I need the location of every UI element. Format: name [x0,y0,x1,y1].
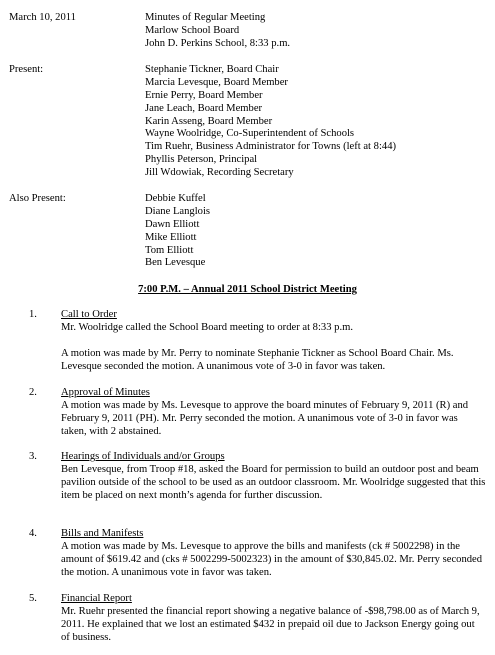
item-paragraph: A motion was made by Ms. Levesque to approve the board minutes of February 9, 2011 (R) and February 9, 2011 (PH). Mr. Perry seconded the motion. A unanimous vote of 3-0 in favor was taken, with 2 abstained. [61,400,469,437]
present-name: Stephanie Tickner, Board Chair [145,64,279,75]
item-number: 5. [29,593,37,604]
meeting-heading: 7:00 P.M. – Annual 2011 School District Meeting [138,284,357,295]
also-present-name: Ben Levesque [145,257,206,269]
item-paragraph: Ben Levesque, from Troop #18, asked the Board for permission to build an outdoor post and beam pavilion outside of the school to be used as an outdoor classroom. Mr. Woolridge suggested that this item be placed on next month’s agenda for further discussion. [61,464,486,501]
also-present-list [145,193,210,270]
present-name: Jill Wdowiak, Recording Secretary [145,167,294,179]
item-paragraph: A motion was made by Ms. Levesque to approve the bills and manifests (ck # 5002298) in the amount of $619.42 and (cks # 5002299-5002323) in the amount of $30,845.02. Mr. Perry seconded the motion. A unanimous vote in favor was taken. [61,541,483,578]
meeting-date: March 10, 2011 [9,12,76,23]
item-number: 2. [29,387,37,398]
header-line: Marlow School Board [145,24,240,36]
item-title: Call to Order [61,309,117,320]
item-number: 1. [29,309,37,320]
item-title: Approval of Minutes [61,387,150,398]
also-present-label: Also Present: [9,193,66,204]
header-line: John D. Perkins School, 8:33 p.m. [145,37,291,49]
item-title: Bills and Manifests [61,528,144,539]
header-line: Minutes of Regular Meeting [145,12,266,23]
item-paragraph: Mr. Ruehr presented the financial report showing a negative balance of -$98,798.00 as of March 9, 2011. He explained that we lost an estimated $432 in prepaid oil due to Jackson Energy going out of business. [61,606,480,643]
meeting-header [145,12,290,51]
present-name: Tim Ruehr, Business Administrator for Towns (left at 8:44) [145,141,397,153]
also-present-name: Debbie Kuffel [145,193,206,204]
present-list [145,64,396,180]
present-label: Present: [9,64,44,75]
present-name: Wayne Woolridge, Co-Superintendent of Schools [145,128,355,140]
also-present-name: Dawn Elliott [145,218,200,230]
item-number: 3. [29,451,37,462]
also-present-name: Diane Langlois [145,205,211,217]
item-paragraph: Mr. Woolridge called the School Board meeting to order at 8:33 p.m. [61,322,353,333]
also-present-name: Mike Elliott [145,231,197,243]
present-name: Jane Leach, Board Member [145,102,263,114]
present-name: Marcia Levesque, Board Member [145,76,288,88]
item-title: Hearings of Individuals and/or Groups [61,451,225,462]
present-name: Ernie Perry, Board Member [145,89,263,101]
item-number: 4. [29,528,37,539]
present-name: Karin Asseng, Board Member [145,115,273,127]
present-name: Phyllis Peterson, Principal [145,154,258,166]
also-present-name: Tom Elliott [145,244,194,256]
item-paragraph: A motion was made by Mr. Perry to nominate Stephanie Tickner as School Board Chair. Ms. Levesque seconded the motion. A unanimous vote of 3-0 in favor was taken. [61,348,454,372]
item-title: Financial Report [61,593,132,604]
